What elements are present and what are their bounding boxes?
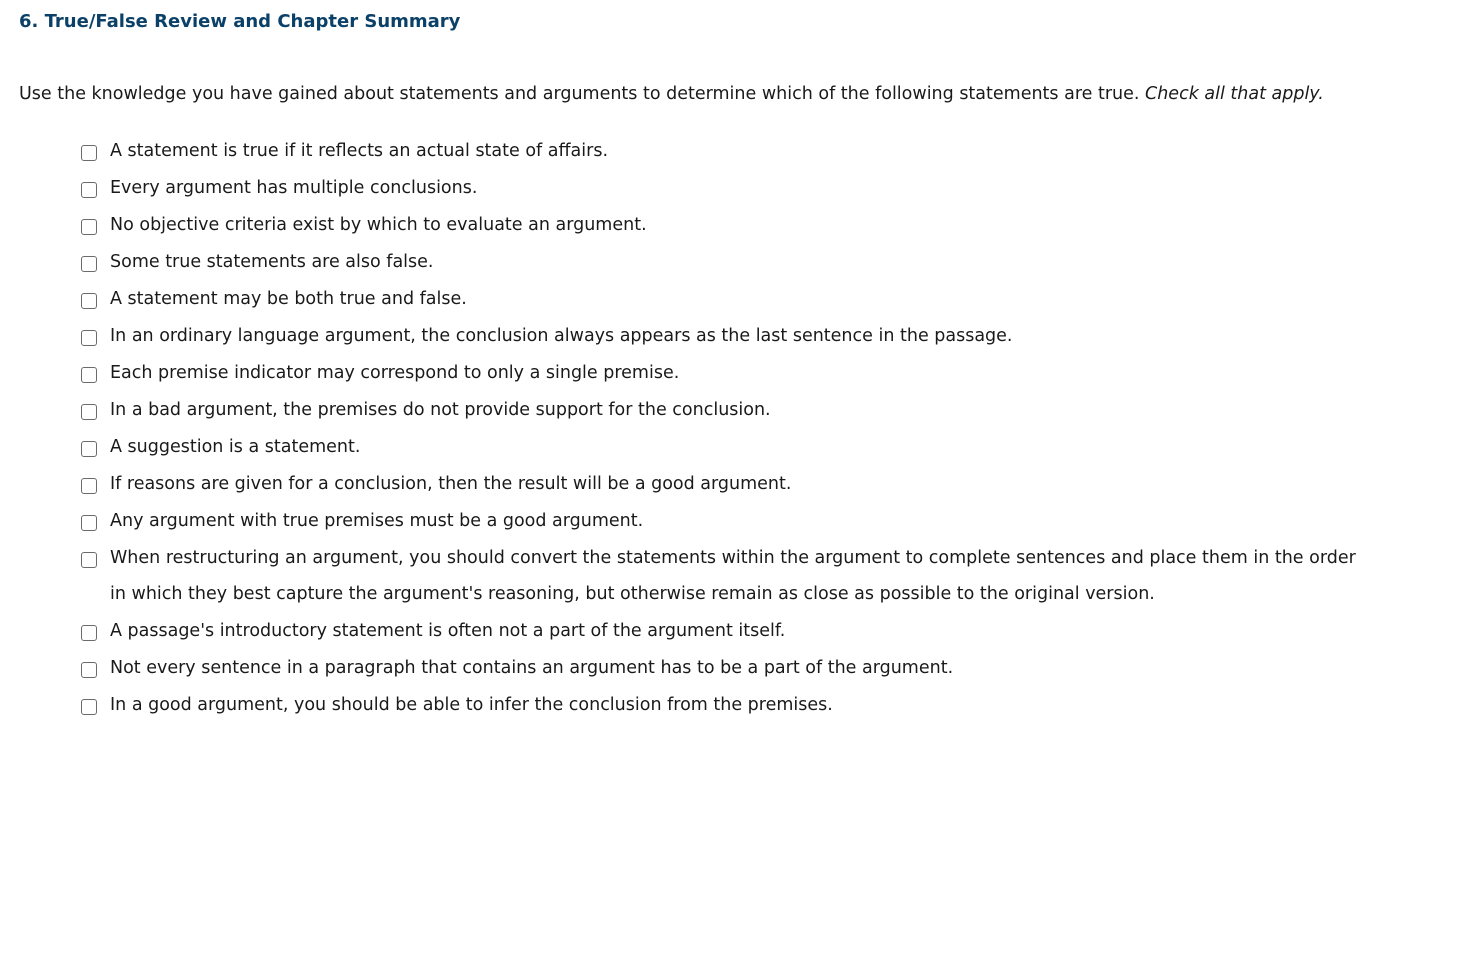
option-label-8[interactable]: In a bad argument, the premises do not provide support for the conclusion. xyxy=(110,400,771,420)
answer-option-9[interactable] xyxy=(80,437,1370,457)
answer-option-3[interactable] xyxy=(80,215,1370,235)
checkbox-option-7[interactable] xyxy=(81,367,97,383)
checkbox-option-6[interactable] xyxy=(81,330,97,346)
answer-option-2[interactable] xyxy=(80,178,1370,198)
answer-option-4[interactable] xyxy=(80,252,1370,272)
checkbox-option-11[interactable] xyxy=(81,515,97,531)
checkbox-option-2[interactable] xyxy=(81,182,97,198)
option-label-7[interactable]: Each premise indicator may correspond to only a single premise. xyxy=(110,363,680,383)
checkbox-option-9[interactable] xyxy=(81,441,97,457)
checkbox-option-3[interactable] xyxy=(81,219,97,235)
question-instructions xyxy=(19,82,1324,106)
checkbox-option-5[interactable] xyxy=(81,293,97,309)
option-label-4[interactable]: Some true statements are also false. xyxy=(110,252,434,272)
question-title: 6. True/False Review and Chapter Summary xyxy=(19,11,461,32)
checkbox-option-1[interactable] xyxy=(81,145,97,161)
answer-option-13[interactable] xyxy=(80,621,1370,641)
answer-option-7[interactable] xyxy=(80,363,1370,383)
option-label-14[interactable]: Not every sentence in a paragraph that contains an argument has to be a part of the argument. xyxy=(110,658,954,678)
answer-options-list xyxy=(80,141,1370,732)
instructions-emphasis: Check all that apply. xyxy=(1145,84,1324,104)
option-label-1[interactable]: A statement is true if it reflects an actual state of affairs. xyxy=(110,141,609,161)
option-label-6[interactable]: In an ordinary language argument, the conclusion always appears as the last sentence in the passage. xyxy=(110,326,1013,346)
checkbox-option-10[interactable] xyxy=(81,478,97,494)
option-label-12[interactable]: When restructuring an argument, you should convert the statements within the argument to complete sentences and place them in the order in which they best capture the argument's reasoning, but otherwise remain as close as possible to the original version. xyxy=(110,548,1356,604)
option-label-5[interactable]: A statement may be both true and false. xyxy=(110,289,467,309)
checkbox-option-12[interactable] xyxy=(81,552,97,568)
checkbox-option-13[interactable] xyxy=(81,625,97,641)
answer-option-11[interactable] xyxy=(80,511,1370,531)
option-label-9[interactable]: A suggestion is a statement. xyxy=(110,437,361,457)
option-label-2[interactable]: Every argument has multiple conclusions. xyxy=(110,178,478,198)
answer-option-14[interactable] xyxy=(80,658,1370,678)
answer-option-15[interactable] xyxy=(80,695,1370,715)
answer-option-12[interactable] xyxy=(80,548,1370,604)
option-label-15[interactable]: In a good argument, you should be able to infer the conclusion from the premises. xyxy=(110,695,833,715)
answer-option-1[interactable] xyxy=(80,141,1370,161)
option-label-13[interactable]: A passage's introductory statement is often not a part of the argument itself. xyxy=(110,621,786,641)
answer-option-8[interactable] xyxy=(80,400,1370,420)
checkbox-option-15[interactable] xyxy=(81,699,97,715)
checkbox-option-14[interactable] xyxy=(81,662,97,678)
answer-option-5[interactable] xyxy=(80,289,1370,309)
answer-option-6[interactable] xyxy=(80,326,1370,346)
option-label-11[interactable]: Any argument with true premises must be a good argument. xyxy=(110,511,644,531)
checkbox-option-8[interactable] xyxy=(81,404,97,420)
option-label-3[interactable]: No objective criteria exist by which to evaluate an argument. xyxy=(110,215,647,235)
answer-option-10[interactable] xyxy=(80,474,1370,494)
checkbox-option-4[interactable] xyxy=(81,256,97,272)
instructions-text: Use the knowledge you have gained about statements and arguments to determine which of the following statements are true. xyxy=(19,84,1145,104)
option-label-10[interactable]: If reasons are given for a conclusion, then the result will be a good argument. xyxy=(110,474,792,494)
